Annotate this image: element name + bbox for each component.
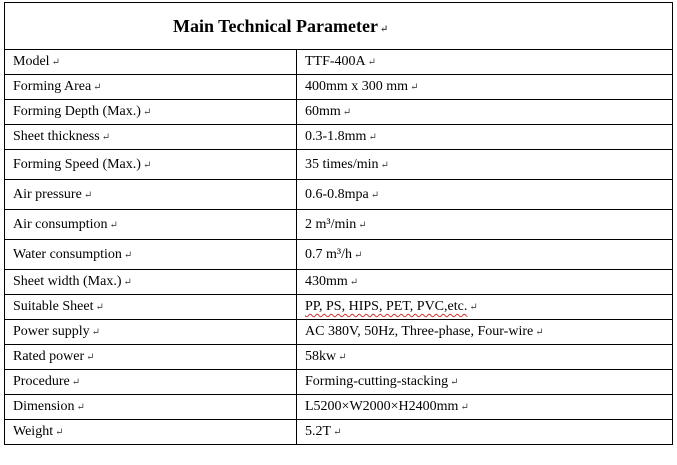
parameter-value-cell <box>297 370 673 395</box>
parameter-name-cell <box>5 150 297 180</box>
paragraph-mark-icon: ↵ <box>380 159 389 171</box>
table-row <box>5 370 673 395</box>
paragraph-mark-icon: ↵ <box>86 352 95 363</box>
parameter-value: 2 m³/min <box>305 216 357 232</box>
parameter-name-cell <box>5 320 297 345</box>
parameter-value: L5200×W2000×H2400mm <box>305 399 459 414</box>
parameter-value: 400mm x 300 mm <box>305 79 409 94</box>
parameter-name-cell <box>5 270 297 295</box>
paragraph-mark-icon: ↵ <box>338 352 347 363</box>
parameter-name: Weight <box>13 424 54 439</box>
parameter-name: Model <box>13 54 50 69</box>
parameter-value: 35 times/min <box>305 156 379 172</box>
paragraph-mark-icon: ↵ <box>358 219 367 231</box>
table-row <box>5 420 673 445</box>
parameter-value-cell <box>297 150 673 180</box>
title-row <box>5 3 673 50</box>
table-row <box>5 270 673 295</box>
paragraph-mark-icon: ↵ <box>123 249 133 261</box>
parameter-value-cell <box>297 75 673 100</box>
paragraph-mark-icon: ↵ <box>450 377 459 388</box>
table-row <box>5 100 673 125</box>
table-row <box>5 295 673 320</box>
paragraph-mark-icon: ↵ <box>367 57 377 68</box>
paragraph-mark-icon: ↵ <box>535 327 544 338</box>
paragraph-mark-icon: ↵ <box>109 219 118 231</box>
parameter-value-cell <box>297 180 673 210</box>
parameter-value: 0.6-0.8mpa <box>305 186 369 202</box>
parameter-value-cell <box>297 395 673 420</box>
paragraph-mark-icon: ↵ <box>93 82 102 93</box>
parameter-value: TTF-400A <box>305 54 366 69</box>
parameter-name-cell <box>5 420 297 445</box>
parameter-name: Dimension <box>13 399 75 414</box>
table-row <box>5 125 673 150</box>
parameter-name: Procedure <box>13 374 70 389</box>
paragraph-mark-icon: ↵ <box>91 327 101 338</box>
paragraph-mark-icon: ↵ <box>370 189 380 201</box>
table-row <box>5 395 673 420</box>
parameter-value: 0.7 m³/h <box>305 246 352 262</box>
parameter-value-cell <box>297 125 673 150</box>
parameter-name: Forming Depth (Max.) <box>13 104 141 119</box>
parameter-name-cell <box>5 180 297 210</box>
table-row <box>5 345 673 370</box>
table-row <box>5 210 673 240</box>
parameter-name: Power supply <box>13 324 90 339</box>
parameter-value-cell <box>297 270 673 295</box>
parameter-value: 60mm <box>305 104 341 119</box>
table-row <box>5 50 673 75</box>
parameter-name: Forming Speed (Max.) <box>13 156 141 172</box>
paragraph-mark-icon: ↵ <box>101 132 111 143</box>
paragraph-mark-icon: ↵ <box>142 159 152 171</box>
paragraph-mark-icon: ↵ <box>142 107 152 118</box>
parameter-value: 58kw <box>305 349 337 364</box>
parameter-value-cell <box>297 295 673 320</box>
parameter-name-cell <box>5 125 297 150</box>
parameter-value: 5.2T <box>305 424 332 439</box>
table-row <box>5 240 673 270</box>
paragraph-mark-icon: ↵ <box>123 277 132 288</box>
parameter-value-cell <box>297 50 673 75</box>
paragraph-mark-icon: ↵ <box>353 249 363 261</box>
parameter-name-cell <box>5 75 297 100</box>
parameter-value: AC 380V, 50Hz, Three-phase, Four-wire <box>305 324 534 339</box>
paragraph-mark-icon: ↵ <box>71 377 81 388</box>
paragraph-mark-icon: ↵ <box>83 189 93 201</box>
paragraph-mark-icon: ↵ <box>349 277 359 288</box>
table-row <box>5 150 673 180</box>
parameter-value-cell <box>297 240 673 270</box>
parameter-name: Rated power <box>13 349 85 364</box>
parameter-name-cell <box>5 100 297 125</box>
parameter-name-cell <box>5 210 297 240</box>
parameter-value-cell <box>297 320 673 345</box>
paragraph-mark-icon: ↵ <box>379 23 389 35</box>
parameter-value-cell <box>297 420 673 445</box>
parameter-value-cell <box>297 210 673 240</box>
parameter-name-cell <box>5 240 297 270</box>
parameter-name: Water consumption <box>13 246 122 262</box>
parameter-name-cell <box>5 295 297 320</box>
table-title: Main Technical Parameter <box>173 15 378 36</box>
parameter-name: Forming Area <box>13 79 92 94</box>
parameter-value-cell <box>297 100 673 125</box>
table-row <box>5 180 673 210</box>
paragraph-mark-icon: ↵ <box>76 402 85 413</box>
paragraph-mark-icon: ↵ <box>368 132 377 143</box>
parameter-name: Air pressure <box>13 186 82 202</box>
paragraph-mark-icon: ↵ <box>333 427 342 438</box>
parameter-value: 430mm <box>305 274 348 289</box>
parameter-name: Suitable Sheet <box>13 299 94 314</box>
parameter-name-cell <box>5 50 297 75</box>
paragraph-mark-icon: ↵ <box>342 107 352 118</box>
parameter-value: 0.3-1.8mm <box>305 129 367 144</box>
paragraph-mark-icon: ↵ <box>410 82 419 93</box>
parameter-value: PP, PS, HIPS, PET, PVC,etc. <box>305 299 468 314</box>
parameter-name-cell <box>5 345 297 370</box>
paragraph-mark-icon: ↵ <box>51 57 60 68</box>
technical-parameter-table <box>4 2 673 445</box>
paragraph-mark-icon: ↵ <box>460 402 469 413</box>
parameter-name: Air consumption <box>13 216 108 232</box>
table-row <box>5 320 673 345</box>
parameter-value: Forming-cutting-stacking <box>305 374 449 389</box>
parameter-name-cell <box>5 395 297 420</box>
parameter-name-cell <box>5 370 297 395</box>
table-row <box>5 75 673 100</box>
paragraph-mark-icon: ↵ <box>469 302 478 313</box>
paragraph-mark-icon: ↵ <box>55 427 64 438</box>
parameter-value-cell <box>297 345 673 370</box>
table-title-cell <box>5 3 673 50</box>
paragraph-mark-icon: ↵ <box>95 302 104 313</box>
parameter-name: Sheet width (Max.) <box>13 274 122 289</box>
parameter-name: Sheet thickness <box>13 129 100 144</box>
